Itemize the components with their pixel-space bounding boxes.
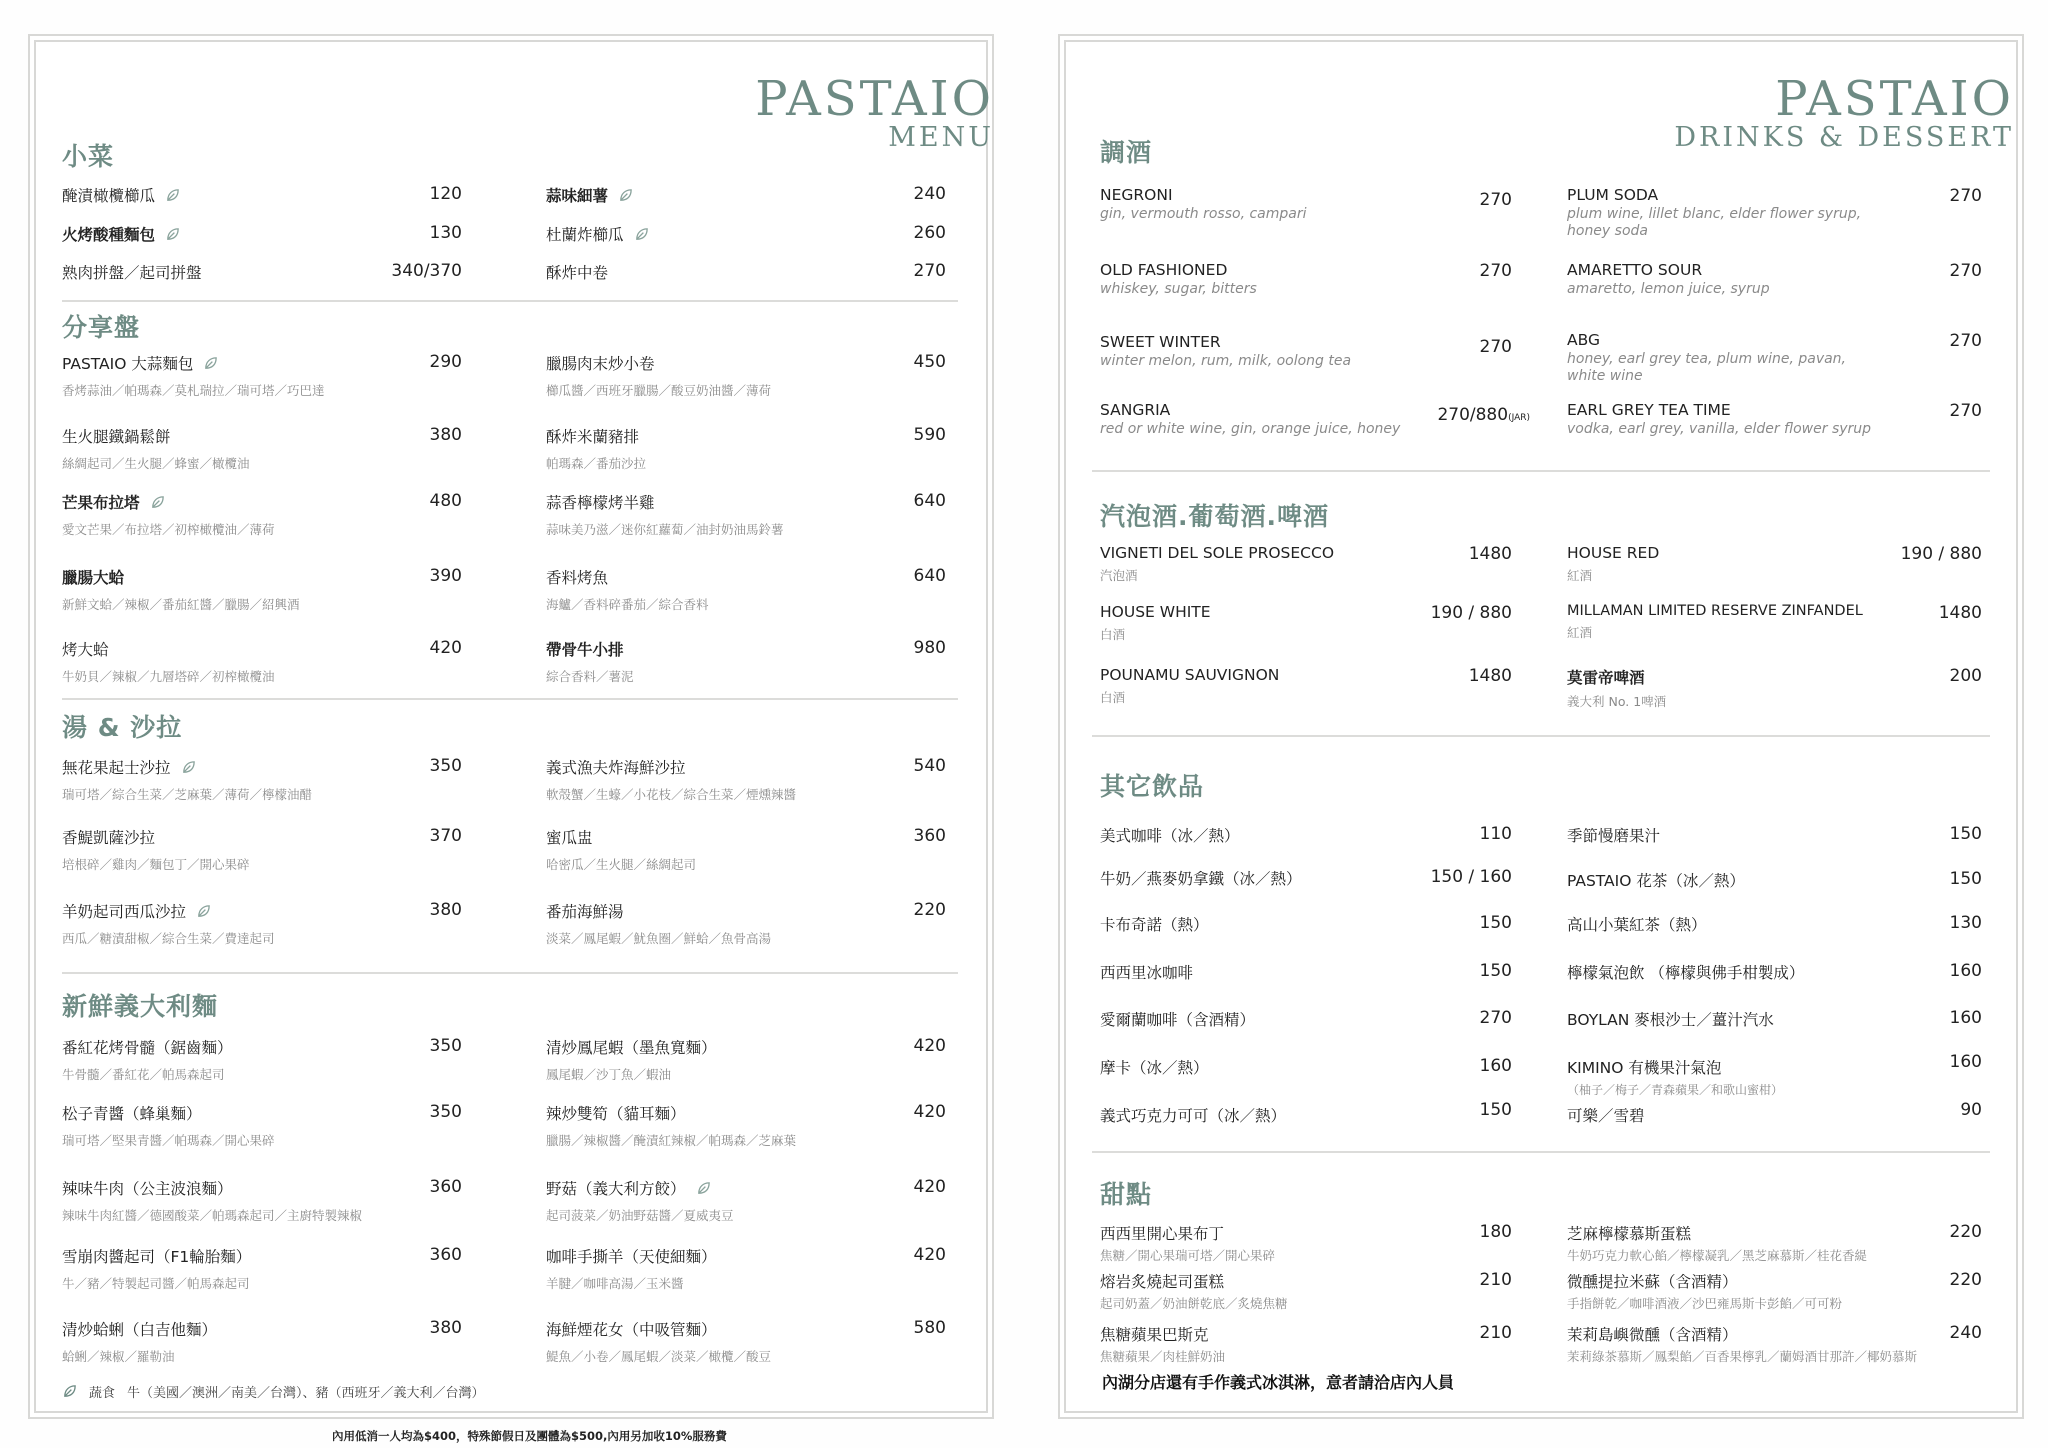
item-name: 烤大蛤 xyxy=(62,641,109,659)
menu-item xyxy=(546,352,946,399)
drink-item xyxy=(1100,961,1512,983)
drink-item xyxy=(1100,824,1512,846)
item-name: 醃漬橄欖櫛瓜 xyxy=(62,187,156,205)
item-name: NEGRONI xyxy=(1100,186,1173,204)
dessert-item xyxy=(1100,1270,1512,1312)
menu-item xyxy=(546,1245,946,1292)
item-name: ABG xyxy=(1567,331,1600,349)
item-name: 西西里開心果布丁 xyxy=(1100,1225,1225,1243)
item-name: 高山小葉紅茶（熱） xyxy=(1567,916,1707,934)
item-name: 海鮮煙花女（中吸管麵） xyxy=(546,1321,717,1339)
vegetarian-leaf-icon xyxy=(150,495,165,510)
item-description: 牛／豬／特製起司醬／帕馬森起司 xyxy=(62,1276,250,1291)
drink-item xyxy=(1567,666,1982,710)
vegetarian-leaf-icon xyxy=(165,188,180,203)
item-price: 350 xyxy=(429,1036,462,1056)
item-name: PASTAIO 花茶（冰／熱） xyxy=(1567,872,1745,890)
menu-item xyxy=(546,491,946,538)
jar-unit: (JAR) xyxy=(1508,413,1530,423)
menu-item xyxy=(62,261,462,283)
item-price: 980 xyxy=(913,638,946,658)
drink-item xyxy=(1100,867,1512,889)
item-price: 1480 xyxy=(1468,666,1512,686)
item-description: 新鮮文蛤／辣椒／番茄紅醬／臘腸／紹興酒 xyxy=(62,597,300,612)
menu-item xyxy=(62,826,462,873)
section-title-cocktails: 調酒 xyxy=(1100,138,1153,167)
item-price: 190 / 880 xyxy=(1430,603,1512,623)
section-title-dessert: 甜點 xyxy=(1100,1180,1153,1209)
menu-item xyxy=(62,566,462,613)
item-name: MILLAMAN LIMITED RESERVE ZINFANDEL xyxy=(1567,603,1863,619)
drink-item xyxy=(1567,961,1982,983)
item-name: 莫雷帝啤酒 xyxy=(1567,669,1645,687)
menu-item xyxy=(62,1177,462,1224)
item-description: 培根碎／雞肉／麵包丁／開心果碎 xyxy=(62,857,250,872)
item-price: 150 xyxy=(1479,961,1512,981)
item-description: 櫛瓜醬／西班牙臘腸／酸豆奶油醬／薄荷 xyxy=(546,383,772,398)
item-price: 350 xyxy=(429,756,462,776)
legend-footnote xyxy=(62,1382,485,1401)
item-description: 焦糖蘋果／肉桂鮮奶油 xyxy=(1100,1349,1226,1364)
drink-item xyxy=(1100,603,1512,643)
item-price: 220 xyxy=(1949,1222,1982,1242)
drink-item xyxy=(1100,913,1512,935)
item-description: 香烤蒜油／帕瑪森／莫札瑞拉／瑞可塔／巧巴達 xyxy=(62,383,325,398)
drink-item xyxy=(1100,261,1512,298)
item-description: 蛤蜊／辣椒／羅勒油 xyxy=(62,1349,175,1364)
item-price: 290 xyxy=(429,352,462,372)
item-name: 芒果布拉塔 xyxy=(62,494,140,512)
vegetarian-leaf-icon xyxy=(696,1181,711,1196)
menu-item xyxy=(62,1318,462,1365)
item-price: 270 xyxy=(1479,337,1512,357)
menu-brand xyxy=(755,71,994,153)
item-price: 390 xyxy=(429,566,462,586)
item-price: 270 xyxy=(1949,331,1982,351)
item-price: 110 xyxy=(1479,824,1512,844)
gelato-note: 內湖分店還有手作義式冰淇淋，意者請洽店內人員 xyxy=(1102,1373,1455,1392)
item-name: SANGRIA xyxy=(1100,401,1171,419)
item-description: 起司奶蓋／奶油餅乾底／炙燒焦糖 xyxy=(1100,1296,1288,1311)
item-price: 360 xyxy=(429,1245,462,1265)
vegetarian-leaf-icon xyxy=(181,760,196,775)
item-price: 120 xyxy=(429,184,462,204)
item-name: 番茄海鮮湯 xyxy=(546,903,624,921)
item-name: 摩卡（冰／熱） xyxy=(1100,1059,1209,1077)
menu-item xyxy=(546,1102,946,1149)
drink-item xyxy=(1567,331,1982,385)
item-price: 270 xyxy=(913,261,946,281)
item-price: 420 xyxy=(913,1036,946,1056)
item-name: 臘腸肉末炒小卷 xyxy=(546,355,655,373)
menu-item xyxy=(546,826,946,873)
dessert-item xyxy=(1567,1270,1982,1312)
section-divider xyxy=(1092,1151,1990,1153)
item-name: SWEET WINTER xyxy=(1100,333,1221,351)
dessert-item xyxy=(1100,1222,1512,1264)
item-description: 紅酒 xyxy=(1567,568,1593,583)
item-name: HOUSE RED xyxy=(1567,544,1660,562)
item-description: 臘腸／辣椒醬／醃漬紅辣椒／帕瑪森／芝麻葉 xyxy=(546,1133,797,1148)
dessert-item xyxy=(1100,1323,1512,1365)
drinks-dessert-page xyxy=(1058,34,2024,1419)
item-price: 160 xyxy=(1949,1052,1982,1072)
item-name: POUNAMU SAUVIGNON xyxy=(1100,666,1280,684)
item-name: 西西里冰咖啡 xyxy=(1100,964,1194,982)
drink-item xyxy=(1100,1056,1512,1078)
menu-item xyxy=(546,223,946,245)
item-price: 360 xyxy=(429,1177,462,1197)
item-description: 西瓜／糖漬甜椒／綜合生菜／費達起司 xyxy=(62,931,275,946)
item-name: 酥炸中卷 xyxy=(546,264,609,282)
item-price: 420 xyxy=(913,1245,946,1265)
menu-item xyxy=(546,566,946,613)
item-name: 微醺提拉米蘇（含酒精） xyxy=(1567,1273,1738,1291)
item-description: 紅酒 xyxy=(1567,625,1593,640)
item-price: 640 xyxy=(913,566,946,586)
item-description: 義大利 No. 1啤酒 xyxy=(1567,694,1667,709)
item-name: 芝麻檸檬慕斯蛋糕 xyxy=(1567,1225,1692,1243)
item-description: 海鱸／香料碎番茄／綜合香料 xyxy=(546,597,709,612)
menu-item xyxy=(546,184,946,206)
item-description: 焦糖／開心果瑞可塔／開心果碎 xyxy=(1100,1248,1276,1263)
item-price: 150 / 160 xyxy=(1430,867,1512,887)
item-price: 270 xyxy=(1949,261,1982,281)
item-name: 羊奶起司西瓜沙拉 xyxy=(62,903,187,921)
item-description: 蒜味美乃滋／迷你紅蘿蔔／油封奶油馬鈴薯 xyxy=(546,522,784,537)
item-price: 580 xyxy=(913,1318,946,1338)
item-price: 180 xyxy=(1479,1222,1512,1242)
drink-item xyxy=(1567,1100,1982,1126)
item-name: 牛奶／燕麥奶拿鐵（冰／熱） xyxy=(1100,870,1302,888)
brand-name: PASTAIO xyxy=(755,71,994,127)
item-name: 無花果起士沙拉 xyxy=(62,759,171,777)
vegetarian-leaf-icon xyxy=(165,227,180,242)
drink-item xyxy=(1100,666,1512,706)
item-description: 愛文芒果／布拉塔／初榨橄欖油／薄荷 xyxy=(62,522,275,537)
item-name: 義式巧克力可可（冰／熱） xyxy=(1100,1107,1287,1125)
item-description: vodka, earl grey, vanilla, elder flower syrup xyxy=(1567,421,1872,437)
item-description: gin, vermouth rosso, campari xyxy=(1100,206,1307,222)
menu-item xyxy=(62,1036,462,1083)
drink-item xyxy=(1100,401,1530,438)
item-name: PLUM SODA xyxy=(1567,186,1659,204)
item-description: winter melon, rum, milk, oolong tea xyxy=(1100,353,1352,369)
item-name: KIMINO 有機果汁氣泡 xyxy=(1567,1059,1722,1077)
item-name: 熟肉拼盤／起司拼盤 xyxy=(62,264,202,282)
item-price: 160 xyxy=(1949,1008,1982,1028)
item-name: HOUSE WHITE xyxy=(1100,603,1211,621)
drink-item xyxy=(1567,1052,1982,1098)
item-price: 1480 xyxy=(1468,544,1512,564)
item-price: 150 xyxy=(1949,869,1982,889)
menu-item xyxy=(62,491,462,538)
dessert-item xyxy=(1567,1222,1982,1264)
item-price: 540 xyxy=(913,756,946,776)
item-description: whiskey, sugar, bitters xyxy=(1100,281,1257,297)
drink-item xyxy=(1100,333,1512,370)
item-description: plum wine, lillet blanc, elder flower syrup, honey soda xyxy=(1567,206,1862,239)
item-price: 150 xyxy=(1479,1100,1512,1120)
item-name: 香鯷凱薩沙拉 xyxy=(62,829,156,847)
item-price: 150 xyxy=(1949,824,1982,844)
item-name: 卡布奇諾（熱） xyxy=(1100,916,1209,934)
item-price: 220 xyxy=(1949,1270,1982,1290)
item-name: 美式咖啡（冰／熱） xyxy=(1100,827,1240,845)
section-divider xyxy=(62,698,958,700)
brand-subtitle: DRINKS & DESSERT xyxy=(1674,122,2014,153)
item-price: 420 xyxy=(913,1177,946,1197)
item-price: 340/370 xyxy=(391,261,462,281)
brand-name: PASTAIO xyxy=(1775,71,2014,127)
item-name: 酥炸米蘭豬排 xyxy=(546,428,640,446)
item-name: BOYLAN 麥根沙士／薑汁汽水 xyxy=(1567,1011,1774,1029)
item-price: 130 xyxy=(429,223,462,243)
drink-item xyxy=(1567,186,1982,240)
item-description: 手指餅乾／咖啡酒液／沙巴雍馬斯卡彭餡／可可粉 xyxy=(1567,1296,1843,1311)
item-description: 瑞可塔／堅果青醬／帕瑪森／開心果碎 xyxy=(62,1133,275,1148)
item-description: 淡菜／鳳尾蝦／魷魚圈／鮮蛤／魚骨高湯 xyxy=(546,931,772,946)
item-name: 生火腿鐵鍋鬆餅 xyxy=(62,428,171,446)
item-price: 350 xyxy=(429,1102,462,1122)
item-description: 哈密瓜／生火腿／絲綢起司 xyxy=(546,857,697,872)
item-name: VIGNETI DEL SOLE PROSECCO xyxy=(1100,544,1335,562)
item-name: 雪崩肉醬起司（F1輪胎麵） xyxy=(62,1248,252,1266)
item-name: OLD FASHIONED xyxy=(1100,261,1228,279)
drinks-brand xyxy=(1674,71,2014,153)
menu-item xyxy=(546,1177,946,1224)
vegetarian-leaf-icon xyxy=(196,904,211,919)
section-title-soup-salad: 湯 & 沙拉 xyxy=(62,713,183,742)
section-divider xyxy=(1092,470,1990,472)
drink-item xyxy=(1100,186,1512,223)
drink-item xyxy=(1567,913,1982,935)
item-price: 200 xyxy=(1949,666,1982,686)
menu-item xyxy=(62,184,462,206)
section-title-sharing: 分享盤 xyxy=(62,313,141,342)
menu-item xyxy=(62,638,462,685)
item-name: 義式漁夫炸海鮮沙拉 xyxy=(546,759,686,777)
item-price: 480 xyxy=(429,491,462,511)
drink-item xyxy=(1567,544,1982,584)
item-price: 420 xyxy=(913,1102,946,1122)
item-description: 羊腱／咖啡高湯／玉米醬 xyxy=(546,1276,684,1291)
item-description: 白酒 xyxy=(1100,690,1126,705)
item-price: 270 xyxy=(1949,401,1982,421)
item-description: 鯷魚／小卷／鳳尾蝦／淡菜／橄欖／酸豆 xyxy=(546,1349,772,1364)
item-price: 1480 xyxy=(1938,603,1982,623)
item-price: 270 xyxy=(1479,1008,1512,1028)
item-price: 260 xyxy=(913,223,946,243)
item-name: 香料烤魚 xyxy=(546,569,609,587)
item-name: 愛爾蘭咖啡（含酒精） xyxy=(1100,1011,1256,1029)
menu-item xyxy=(546,1318,946,1365)
item-price: 370 xyxy=(429,826,462,846)
dessert-item xyxy=(1567,1323,1982,1365)
item-description: red or white wine, gin, orange juice, honey xyxy=(1100,421,1401,437)
item-description: 絲綢起司／生火腿／蜂蜜／橄欖油 xyxy=(62,456,250,471)
item-name: 野菇（義大利方餃） xyxy=(546,1180,686,1198)
item-description: 茉莉綠茶慕斯／鳳梨餡／百香果檸乳／蘭姆酒甘那許／椰奶慕斯 xyxy=(1567,1349,1918,1364)
item-price: 90 xyxy=(1960,1100,1982,1120)
item-description: 牛骨髓／番紅花／帕馬森起司 xyxy=(62,1067,225,1082)
item-name: 清炒蛤蜊（白吉他麵） xyxy=(62,1321,218,1339)
item-price: 380 xyxy=(429,425,462,445)
item-price: 380 xyxy=(429,900,462,920)
item-price: 450 xyxy=(913,352,946,372)
item-name: 清炒鳳尾蝦（墨魚寬麵） xyxy=(546,1039,717,1057)
item-description: 起司菠菜／奶油野菇醬／夏威夷豆 xyxy=(546,1208,734,1223)
item-description: 汽泡酒 xyxy=(1100,568,1138,583)
item-name: 火烤酸種麵包 xyxy=(62,226,156,244)
section-title-fresh-pasta: 新鮮義大利麵 xyxy=(62,992,219,1021)
drink-item xyxy=(1100,1100,1512,1126)
menu-item xyxy=(62,1102,462,1149)
item-price: 240 xyxy=(1949,1323,1982,1343)
section-divider xyxy=(1092,735,1990,737)
item-description: 綜合香料／薯泥 xyxy=(546,669,634,684)
item-name: 蜜瓜盅 xyxy=(546,829,593,847)
drink-item xyxy=(1567,869,1982,891)
item-price: 210 xyxy=(1479,1323,1512,1343)
item-description: 辣味牛肉紅醬／德國酸菜／帕瑪森起司／主廚特製辣椒 xyxy=(62,1208,363,1223)
section-title-appetizers: 小菜 xyxy=(62,142,115,171)
item-price: 380 xyxy=(429,1318,462,1338)
section-divider xyxy=(62,972,958,974)
item-description: 白酒 xyxy=(1100,627,1126,642)
menu-item xyxy=(62,756,462,803)
item-price: 270 xyxy=(1949,186,1982,206)
item-name: 可樂／雪碧 xyxy=(1567,1107,1645,1125)
section-divider xyxy=(62,300,958,302)
vegetarian-leaf-icon xyxy=(62,1384,77,1399)
item-name: 臘腸大蛤 xyxy=(62,569,125,587)
item-description: 牛奶貝／辣椒／九層塔碎／初榨橄欖油 xyxy=(62,669,275,684)
menu-item xyxy=(546,425,946,472)
menu-item xyxy=(546,638,946,685)
item-name: 季節慢磨果汁 xyxy=(1567,827,1661,845)
item-description: 帕瑪森／番茄沙拉 xyxy=(546,456,647,471)
item-name: 辣味牛肉（公主波浪麵） xyxy=(62,1180,233,1198)
item-description: 鳳尾蝦／沙丁魚／蝦油 xyxy=(546,1067,672,1082)
menu-item xyxy=(62,223,462,245)
item-name: 番紅花烤骨髓（鋸齒麵） xyxy=(62,1039,233,1057)
drink-item xyxy=(1567,261,1982,298)
item-price: 210 xyxy=(1479,1270,1512,1290)
drink-item xyxy=(1567,1008,1982,1030)
item-name: 杜蘭炸櫛瓜 xyxy=(546,226,624,244)
menu-item xyxy=(62,352,462,399)
item-price: 240 xyxy=(913,184,946,204)
vegetarian-label: 蔬食 xyxy=(89,1386,116,1401)
item-name: 蒜香檸檬烤半雞 xyxy=(546,494,655,512)
drink-item xyxy=(1100,544,1512,584)
menu-item xyxy=(62,900,462,947)
item-price: 190 / 880 xyxy=(1900,544,1982,564)
vegetarian-leaf-icon xyxy=(618,188,633,203)
vegetarian-leaf-icon xyxy=(203,356,218,371)
item-description: （柚子／梅子／青森蘋果／和歌山蜜柑） xyxy=(1567,1083,1784,1097)
item-description: 軟殼蟹／生蠔／小花枝／綜合生菜／煙燻辣醬 xyxy=(546,787,797,802)
item-name: PASTAIO 大蒜麵包 xyxy=(62,355,194,373)
item-price: 270 xyxy=(1479,261,1512,281)
menu-item xyxy=(546,900,946,947)
item-price: 220 xyxy=(913,900,946,920)
item-description: amaretto, lemon juice, syrup xyxy=(1567,281,1770,297)
item-price: 640 xyxy=(913,491,946,511)
drink-item xyxy=(1567,603,1982,641)
item-price: 420 xyxy=(429,638,462,658)
item-price: 360 xyxy=(913,826,946,846)
item-price: 270/880(JAR) xyxy=(1437,405,1530,425)
drink-item xyxy=(1100,1008,1512,1030)
menu-item xyxy=(546,1036,946,1083)
menu-item xyxy=(546,756,946,803)
vegetarian-leaf-icon xyxy=(634,227,649,242)
section-title-other-drinks: 其它飲品 xyxy=(1100,772,1205,801)
item-name: 焦糖蘋果巴斯克 xyxy=(1100,1326,1209,1344)
menu-item xyxy=(62,425,462,472)
item-price: 160 xyxy=(1949,961,1982,981)
item-price: 160 xyxy=(1479,1056,1512,1076)
section-title-wine-beer: 汽泡酒.葡萄酒.啤酒 xyxy=(1100,502,1329,531)
meat-origin-note: 牛（美國／澳洲／南美／台灣）、豬（西班牙／義大利／台灣） xyxy=(127,1386,485,1401)
brand-subtitle: MENU xyxy=(888,122,994,153)
item-price: 270 xyxy=(1479,190,1512,210)
item-name: 辣炒雙筍（貓耳麵） xyxy=(546,1105,686,1123)
minimum-charge-note: 內用低消一人均為$400，特殊節假日及團體為$500,內用另加收10%服務費 xyxy=(332,1429,727,1443)
item-price: 130 xyxy=(1949,913,1982,933)
item-name: 檸檬氣泡飲 （檸檬與佛手柑製成） xyxy=(1567,964,1805,982)
menu-item xyxy=(546,261,946,283)
item-name: 熔岩炙燒起司蛋糕 xyxy=(1100,1273,1225,1291)
item-name: 松子青醬（蜂巢麵） xyxy=(62,1105,202,1123)
item-name: AMARETTO SOUR xyxy=(1567,261,1703,279)
item-description: 瑞可塔／綜合生菜／芝麻葉／薄荷／檸檬油醋 xyxy=(62,787,313,802)
item-description: 牛奶巧克力軟心餡／檸檬凝乳／黑芝麻慕斯／桂花香緹 xyxy=(1567,1248,1868,1263)
item-price: 590 xyxy=(913,425,946,445)
drink-item xyxy=(1567,824,1982,846)
item-name: 茉莉島嶼微醺（含酒精） xyxy=(1567,1326,1738,1344)
item-name: 蒜味細薯 xyxy=(546,187,609,205)
item-name: 帶骨牛小排 xyxy=(546,641,624,659)
item-price: 150 xyxy=(1479,913,1512,933)
item-description: honey, earl grey tea, plum wine, pavan, white wine xyxy=(1567,351,1847,384)
item-name: 咖啡手撕羊（天使細麵） xyxy=(546,1248,717,1266)
drink-item xyxy=(1567,401,1982,438)
menu-item xyxy=(62,1245,462,1292)
item-name: EARL GREY TEA TIME xyxy=(1567,401,1731,419)
